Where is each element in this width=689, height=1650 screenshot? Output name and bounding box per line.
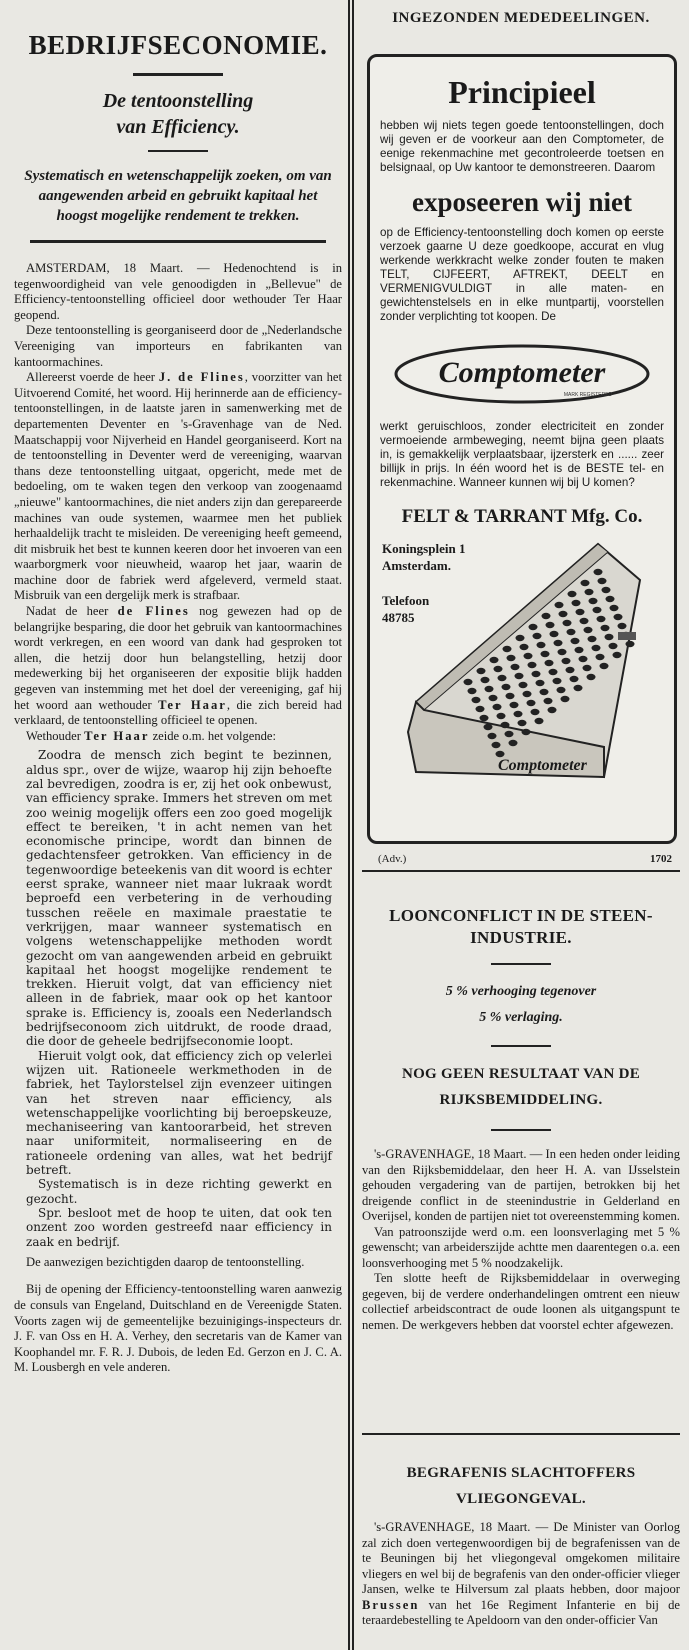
machine-key: [524, 653, 533, 659]
machine-key: [516, 635, 525, 641]
machine-key: [555, 602, 564, 608]
divider: [491, 1129, 551, 1131]
machine-key: [519, 682, 528, 688]
paragraph: [14, 729, 342, 745]
machine-key: [515, 673, 524, 679]
paragraph: De aanwezigen bezichtigden daarop de tentoonstelling.: [26, 1254, 305, 1269]
address-line: Koningsplein 1: [382, 541, 466, 556]
article-heading: [362, 1460, 680, 1512]
paragraph-text: nog gewezen had op de belangrijke besparing, die door het gebruik van kantoormachines wordt verkregen, en een woord van dank had gesproken tot allen, die hetzij door hun belangstelling, hetzij door medewerking bij het organiseeren der expositie blijk hadden gegeven van instemming met het doel der vereeniging, gaf hij het woord aan wethouder: [14, 604, 342, 712]
quote-paragraph: Zoodra de mensch zich begint te bezinnen, aldus spr., over de wijze, waarop hij zijn behoefte zal bevredigen, zoodra is er, zij het ook onbewust, van efficiency sprake. Immers het streven om met zoo weinig mogelijk offers een zoo goed mogelijk effect te bereiken, 't in acht nemen van het economische principe, wordt dan binnen de gedachtensfeer getrokken. Van efficiency in de tegenwoordige beteekenis van dit woord is echter eerst sprake, wanneer niet maar lukraak wordt beproefd een verbetering in de verhouding tusschen reëele en maximale praestatie te verkrijgen, maar wanneer systematisch en volgens wetenschappelijke methoden wordt gezocht om van aangewenden arbeid en gebruikt kapitaal het hoogst mogelijke rendement te trekken. Hieruit volgt, dat van efficiency niet alleen in de fabriek, maar ook op het kantoor sprake is. Efficiency is, zooals een Nederlandsch bedrijfseconoom zich uitdrukt, de roode draad, die door de geheele bedrijfseconomie loopt.: [26, 748, 332, 1049]
machine-key: [548, 707, 557, 713]
quote-paragraph: Hieruit volgt ook, dat efficiency zich op velerlei wijzen uit. Rationeele werkmethoden in de fabriek, het Taylorstelsel zijn evenzeer uitingen van het streven naar efficiency, als wetenschappelijke voorlichting bij beroepskeuze, mechaniseering van kantoorarbeid, het streven naar uniformiteit, normaliseering en de rationeele ordening van alles, wat het bedrijf betreft.: [26, 1048, 332, 1178]
machine-key: [563, 620, 572, 626]
quote-paragraph: Systematisch is in deze richting gewerkt en gezocht.: [26, 1177, 332, 1206]
machine-key: [480, 715, 489, 721]
machine-key: [522, 729, 531, 735]
article-heading: [362, 905, 680, 949]
person-name: Brussen: [362, 1597, 420, 1612]
machine-key: [561, 696, 570, 702]
machine-key: [594, 569, 603, 575]
person-name: de Flines: [117, 604, 190, 619]
ad-number: 1702: [650, 853, 672, 865]
article-heading-line1: BEGRAFENIS SLACHTOFFERS: [406, 1465, 636, 1481]
machine-key: [600, 663, 609, 669]
quote-paragraph: Spr. besloot met de hoop te uiten, dat ook ten onzent zoo worden gestreefd naar efficiency in zaak en bedrijf.: [26, 1205, 332, 1249]
ad-title: Principieel: [448, 74, 596, 110]
paragraph: Ten slotte heeft de Rijksbemiddelaar in overweging gegeven, bij de verdere onderhandelingen omtrent een nieuw collectief arbeidscontract de oude loonen als uitgangspunt te nemen. De werkgevers hebben dat voorstel echter afgewezen.: [362, 1271, 680, 1332]
article-body: [362, 1520, 680, 1629]
paragraph: Bij de opening der Efficiency-tentoonstelling waren aanwezig de consuls van Engeland, Duitschland en de Vereenigde Staten. Voorts zagen wij de gemeentelijke bezuinigings-inspecteurs dr. J. F. van Oss en H. A. Verhey, den secretaris van de Kamer van Koophandel mr. F. R. J. Dubois, de leden Ed. Gerzon en J. C. A. M. Lousbergh en vele anderen.: [14, 1282, 342, 1375]
person-name: Ter Haar: [158, 697, 227, 712]
machine-key: [532, 671, 541, 677]
ad-text: werkt geruischloos, zonder electriciteit en zonder vermoeiende armbeweging, neemt bijna geen plaats in, is gemakkelijk verplaatsbaar, ijzersterk en ...... zeer billijk in prijs. In één woord het is de BESTE tel- en rekenmachine. Wanneer kunnen wij bij U komen?: [380, 420, 664, 489]
machine-key: [609, 643, 618, 649]
machine-key: [498, 675, 507, 681]
paragraph-text: — Hedenochtend is in tegenwoordigheid van vele genoodigden in „Bellevue" de Efficiency-tentoonstelling officieel door wethouder Ter Haar geopend.: [14, 261, 342, 322]
comptometer-logo: [392, 338, 652, 408]
divider: [362, 1433, 680, 1435]
ad-headline: exposeeren wij niet: [412, 187, 632, 217]
machine-key: [537, 642, 546, 648]
article-body: [14, 261, 342, 744]
paragraph-text: Wethouder: [26, 728, 85, 743]
machine-key: [585, 589, 594, 595]
ad-text: hebben wij niets tegen goede tentoonstellingen, doch wij geven er de voorkeur aan den Comptometer, de eenige rekenmachine met gecontroleerde toetsen en belsignaal, op Uw kantoor te demonstreeren. Daarom: [380, 119, 664, 174]
machine-key: [562, 658, 571, 664]
column-rule-right: [352, 0, 354, 1650]
machine-key: [584, 627, 593, 633]
machine-key: [593, 607, 602, 613]
paragraph-text: , voorzitter van het Uitvoerend Comité, het woord. Hij herinnerde aan de efficiency-tentoonstellingen, in de laatste jaren in samenwerking met de departementen Deventer en 's-Gravenhage van de Ned. Maatschappij voor Nijverheid en Handel georganiseerd. Kort na de tentoonstelling in Deventer werd de vereeniging, waarvan thans deze tentoonstelling uitgaat, opgericht, mede met de bedoeling, om te waken tegen den verkoop van zoogenaamd „nieuwe" kantoormachines, die niet anders zijn dan gerepareerde machines van oude systemen, waarmee men het publiek herhaaldelijk tracht te misleiden. De vereeniging heeft gemeend, dit misbruik het best te kunnen keeren door het invoeren van een waarborgmerk voor nieuwheid, waarop het jaar, waarin de machine door de fabriek werd afgeleverd, vermeld staat. Misbruik van een dergelijk merk is strafbaar.: [14, 370, 342, 603]
machine-key: [511, 664, 520, 670]
machine-key: [568, 591, 577, 597]
machine-key: [485, 686, 494, 692]
machine-key: [545, 660, 554, 666]
machine-key: [572, 600, 581, 606]
machine-key: [571, 638, 580, 644]
machine-key: [468, 688, 477, 694]
machine-key: [579, 656, 588, 662]
person-name: J. de Flines: [158, 370, 245, 385]
person-name: Ter Haar: [84, 728, 150, 743]
divider: [30, 240, 326, 243]
machine-illustration-area: [378, 532, 666, 812]
paragraph: Van patroonszijde werd o.m. een loonsverlaging met 5 % gewenscht; van arbeiderszijde achtte men daarentegen o.a. een loonsverhooging met 5 % noodzakelijk.: [362, 1224, 680, 1270]
article-heading-line2: VLIEGONGEVAL.: [456, 1491, 586, 1507]
machine-key: [476, 706, 485, 712]
machine-key: [610, 605, 619, 611]
speech-quote: [26, 748, 332, 1248]
article-title-line1: De tentoonstelling: [102, 90, 254, 112]
machine-key: [490, 657, 499, 663]
machine-key: [602, 587, 611, 593]
machine-key: [502, 684, 511, 690]
machine-key: [581, 580, 590, 586]
machine-key: [535, 718, 544, 724]
machine-key: [570, 676, 579, 682]
machine-key: [501, 722, 510, 728]
article-lead: Systematisch en wetenschappelijk zoeken, om van aangewenden arbeid en gebruikt kapitaal het hoogst mogelijke rendement te trekken.: [24, 168, 332, 224]
machine-key: [542, 613, 551, 619]
machine-key: [518, 720, 527, 726]
machine-key: [497, 713, 506, 719]
article-title-line2: van Efficiency.: [116, 116, 240, 138]
logo-small-text: MARK REGISTERED: [563, 392, 613, 398]
phone-label: Telefoon: [382, 593, 430, 608]
machine-key: [588, 636, 597, 642]
machine-key: [533, 633, 542, 639]
firm-name: FELT & TARRANT Mfg. Co.: [401, 506, 643, 527]
article-heading-line2: INDUSTRIE.: [470, 928, 572, 947]
machine-key: [541, 651, 550, 657]
section-heading: BEDRIJFSECONOMIE.: [28, 30, 328, 60]
machine-key: [544, 698, 553, 704]
machine-key: [489, 695, 498, 701]
machine-key: [626, 641, 635, 647]
divider: [148, 150, 208, 152]
machine-key: [527, 700, 536, 706]
machine-key: [580, 618, 589, 624]
machine-key: [557, 687, 566, 693]
paragraph-text: Nadat de heer: [26, 604, 118, 619]
ad-section-heading: INGEZONDEN MEDEDEELINGEN.: [392, 10, 650, 26]
machine-label: Comptometer: [498, 757, 587, 774]
machine-key: [520, 644, 529, 650]
paragraph: Deze tentoonstelling is georganiseerd door de „Nederlandsche Vereeniging van importeurs en fabrikanten van kantoormachines.: [14, 323, 342, 369]
paragraph: [14, 604, 342, 729]
column-rule-left: [348, 0, 350, 1650]
article-body: [362, 1147, 680, 1333]
paragraph-text: Allereerst voerde de heer: [26, 370, 159, 385]
machine-key: [493, 704, 502, 710]
machine-key: [514, 711, 523, 717]
machine-key: [596, 654, 605, 660]
article-heading-line1: LOONCONFLICT IN DE STEEN-: [389, 906, 653, 925]
machine-key: [540, 689, 549, 695]
divider: [491, 963, 551, 965]
machine-key: [531, 709, 540, 715]
machine-key: [614, 614, 623, 620]
machine-key: [589, 598, 598, 604]
article-heading: [362, 1061, 680, 1113]
machine-key: [492, 742, 501, 748]
machine-key: [566, 667, 575, 673]
article-heading-line1: NOG GEEN RESULTAAT VAN DE: [401, 1066, 641, 1082]
paragraph: [14, 370, 342, 604]
machine-key: [506, 693, 515, 699]
ad-marker: (Adv.): [378, 853, 407, 865]
divider: [491, 1045, 551, 1047]
machine-key: [507, 655, 516, 661]
machine-key: [605, 634, 614, 640]
subheading-line1: 5 % verhooging tegenover: [445, 984, 597, 999]
article-heading-line2: RIJKSBEMIDDELING.: [439, 1092, 603, 1108]
machine-key: [528, 662, 537, 668]
article-title: [14, 88, 342, 140]
article-subheading: [362, 979, 680, 1031]
machine-key: [574, 685, 583, 691]
machine-key: [597, 616, 606, 622]
machine-key: [583, 665, 592, 671]
machine-key: [549, 669, 558, 675]
paragraph: [14, 261, 342, 323]
machine-key: [510, 702, 519, 708]
machine-key: [509, 740, 518, 746]
machine-key: [477, 668, 486, 674]
machine-key: [484, 724, 493, 730]
machine-key: [546, 622, 555, 628]
right-column-top: [362, 0, 680, 27]
machine-key: [601, 625, 610, 631]
machine-key: [505, 731, 514, 737]
article-body-end: [14, 1255, 342, 1376]
machine-key: [536, 680, 545, 686]
machine-key: [567, 629, 576, 635]
machine-key: [550, 631, 559, 637]
left-column: [14, 0, 342, 1376]
machine-key: [575, 647, 584, 653]
machine-key: [464, 679, 473, 685]
paragraph-text: van het 16e Regiment Infanterie en bij de teraardebestelling te Apeldoorn van den onder-officier Van: [362, 1597, 680, 1627]
article-looncoflict: [362, 905, 680, 1333]
machine-key: [606, 596, 615, 602]
machine-key: [523, 691, 532, 697]
machine-key: [554, 640, 563, 646]
divider: [362, 870, 680, 872]
machine-key: [613, 652, 622, 658]
machine-key: [529, 624, 538, 630]
machine-key: [576, 609, 585, 615]
machine-key: [488, 733, 497, 739]
machine-key: [494, 666, 503, 672]
machine-key: [587, 674, 596, 680]
machine-key: [481, 677, 490, 683]
machine-key: [559, 611, 568, 617]
paragraph-text: 's-GRAVENHAGE, 18 Maart. — De Minister van Oorlog zal zich doen vertegenwoordigen bij de begrafenissen van de te Beuningen bij het vliegongeval omgekomen militaire vliegers en wel bij de begrafenis van den onder-officier vlieger Jansen, welke te Hilversum zal plaats hebben, door majoor: [362, 1520, 680, 1596]
machine-key: [553, 678, 562, 684]
divider: [133, 73, 223, 76]
article-begrafenis: [362, 1460, 680, 1629]
ad-text: op de Efficiency-tentoonstelling doch komen op eerste verzoek gaarne U deze goedkoope, accurat en vlug werkende werkkracht welke zonder fouten te maken TELT, CIJFEERT, AFTREKT, DEELT en VERMENIGVULDIGT in alle maten- en gewichtenstelsels en in elke muntpartij, voorstellen zonder verplichting tot koopen. De: [380, 226, 664, 323]
paragraph: [362, 1520, 680, 1629]
paragraph-text: zeide o.m. het volgende:: [149, 728, 277, 743]
machine-key: [598, 578, 607, 584]
machine-key: [503, 646, 512, 652]
address-line: Amsterdam.: [382, 558, 451, 573]
machine-key: [592, 645, 601, 651]
logo-text: Comptometer: [438, 356, 606, 389]
machine-key: [472, 697, 481, 703]
comptometer-machine-icon: [378, 532, 666, 812]
machine-key: [618, 623, 627, 629]
advertisement-box: [367, 54, 677, 844]
paragraph: 's-GRAVENHAGE, 18 Maart. — In een heden onder leiding van den Rijksbemiddelaar, den heer H. A. van IJsselstein gehouden vergadering van de partijen, betrokken bij het dreigende conflict in de steenindustrie in Gelderland en Overijsel, konden de partijen niet tot overeenstemming komen.: [362, 1147, 680, 1223]
spacer: [14, 1270, 342, 1282]
machine-key: [558, 649, 567, 655]
paragraph-text: , die zich bereid had verklaard, de tentoonstelling officieel te openen.: [14, 697, 342, 728]
subheading-line2: 5 % verlaging.: [479, 1010, 563, 1025]
phone-number: 48785: [382, 610, 415, 625]
dateline: AMSTERDAM, 18 Maart.: [26, 261, 184, 275]
